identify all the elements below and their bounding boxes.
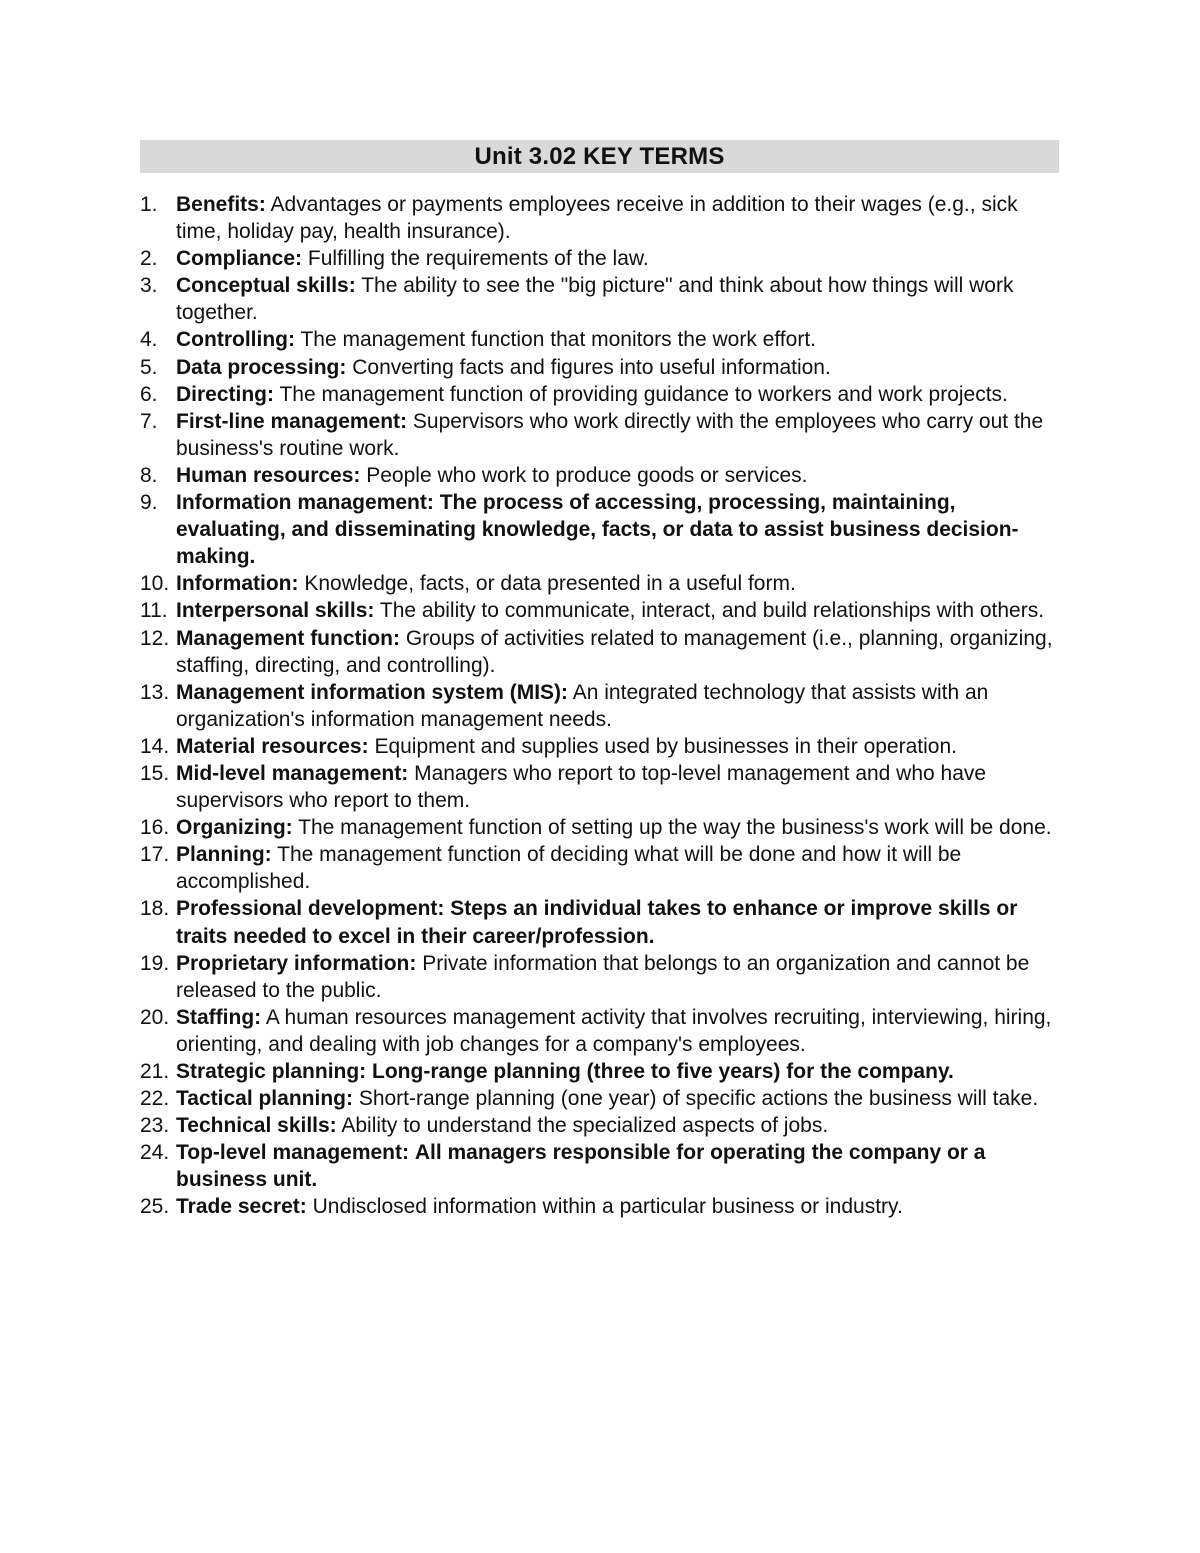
key-term-item <box>140 1193 1059 1220</box>
term-number: 14. <box>140 734 170 758</box>
term-definition: Steps an individual takes to enhance or improve skills or traits needed to excel in their career/profession. <box>176 897 1018 948</box>
term-name: Top-level management: <box>176 1141 409 1165</box>
term-name: Benefits: <box>176 193 266 216</box>
term-definition: A human resources management activity that involves recruiting, interviewing, hiring, orienting, and dealing with job changes for a company's employees. <box>176 1005 1052 1056</box>
term-number: 17. <box>140 843 170 867</box>
key-terms-list <box>140 191 1059 1221</box>
key-term-item <box>140 381 1059 408</box>
key-term-item <box>140 326 1059 353</box>
term-definition: Supervisors who work directly with the employees who carry out the business's routine work. <box>176 409 1044 460</box>
term-number: 5. <box>140 355 158 379</box>
key-term-item <box>140 679 1059 733</box>
term-name: Human resources: <box>176 463 361 487</box>
key-term-item <box>140 1085 1059 1112</box>
term-definition: Knowledge, facts, or data presented in a useful form. <box>304 572 796 596</box>
term-number: 9. <box>140 491 158 515</box>
term-name: Controlling: <box>176 328 295 352</box>
term-name: Information: <box>176 572 299 596</box>
term-number: 3. <box>140 274 158 298</box>
term-number: 24. <box>140 1141 170 1165</box>
key-term-item <box>140 597 1059 624</box>
key-term-item <box>140 1139 1059 1193</box>
term-number: 22. <box>140 1087 170 1111</box>
term-definition: All managers responsible for operating the company or a business unit. <box>176 1141 986 1192</box>
key-term-item <box>140 950 1059 1004</box>
term-number: 13. <box>140 680 170 704</box>
term-name: Tactical planning: <box>176 1087 353 1111</box>
term-name: Management information system (MIS): <box>176 680 569 704</box>
term-definition: Long-range planning (three to five years) for the company. <box>372 1060 954 1083</box>
term-number: 20. <box>140 1005 170 1029</box>
term-number: 16. <box>140 816 170 840</box>
term-name: Interpersonal skills: <box>176 599 375 623</box>
key-term-item <box>140 1004 1059 1058</box>
term-name: Proprietary information: <box>176 951 417 975</box>
term-definition: Undisclosed information within a particular business or industry. <box>312 1195 903 1219</box>
key-term-item <box>140 760 1059 814</box>
term-definition: The management function that monitors the work effort. <box>300 328 816 352</box>
term-number: 18. <box>140 897 170 921</box>
term-definition: Managers who report to top-level management and who have supervisors who report to them. <box>176 761 987 813</box>
term-number: 25. <box>140 1195 170 1219</box>
term-name: Mid-level management: <box>176 761 409 785</box>
term-name: Staffing: <box>176 1005 262 1029</box>
term-definition: Converting facts and figures into useful information. <box>352 355 831 379</box>
term-name: Planning: <box>176 843 272 867</box>
key-term-item <box>140 272 1059 326</box>
key-term-item <box>140 191 1059 245</box>
term-number: 19. <box>140 951 170 975</box>
term-name: Organizing: <box>176 816 293 840</box>
term-definition: The management function of providing guidance to workers and work projects. <box>279 382 1008 406</box>
key-term-item <box>140 733 1059 760</box>
page-title: Unit 3.02 KEY TERMS <box>140 140 1059 173</box>
term-definition: The management function of setting up the way the business's work will be done. <box>298 816 1052 840</box>
term-definition: Ability to understand the specialized aspects of jobs. <box>341 1114 829 1138</box>
term-number: 8. <box>140 463 158 487</box>
term-definition: The ability to see the "big picture" and think about how things will work together. <box>176 274 1014 325</box>
key-term-item <box>140 354 1059 381</box>
term-definition: Advantages or payments employees receive in addition to their wages (e.g., sick time, holiday pay, health insurance). <box>176 193 1018 244</box>
key-term-item <box>140 625 1059 679</box>
document-page <box>140 140 1059 1221</box>
key-term-item <box>140 489 1059 570</box>
term-name: Material resources: <box>176 734 369 758</box>
key-term-item <box>140 570 1059 597</box>
key-term-item <box>140 814 1059 841</box>
term-name: Professional development: <box>176 897 445 921</box>
key-term-item <box>140 1112 1059 1139</box>
term-number: 11. <box>140 599 168 623</box>
term-definition: Fulfilling the requirements of the law. <box>307 247 649 271</box>
term-name: Compliance: <box>176 247 303 271</box>
term-name: Technical skills: <box>176 1114 337 1138</box>
term-definition: Private information that belongs to an organization and cannot be released to the public. <box>176 951 1030 1002</box>
term-definition: The ability to communicate, interact, and build relationships with others. <box>379 599 1045 623</box>
term-name: First-line management: <box>176 409 408 433</box>
key-term-item <box>140 895 1059 949</box>
term-name: Conceptual skills: <box>176 274 356 298</box>
term-number: 7. <box>140 409 158 433</box>
term-number: 1. <box>140 193 158 216</box>
term-name: Directing: <box>176 382 275 406</box>
term-number: 21. <box>140 1060 170 1083</box>
term-definition: People who work to produce goods or services. <box>366 463 808 487</box>
term-number: 15. <box>140 761 170 785</box>
term-name: Data processing: <box>176 355 347 379</box>
term-definition: Groups of activities related to management (i.e., planning, organizing, staffing, directing, and controlling). <box>176 626 1053 677</box>
term-name: Information management: <box>176 491 434 515</box>
term-definition: The management function of deciding what will be done and how it will be accomplished. <box>176 843 962 894</box>
term-name: Management function: <box>176 626 400 650</box>
term-definition: An integrated technology that assists with an organization's information management needs. <box>176 680 989 731</box>
term-definition: The process of accessing, processing, maintaining, evaluating, and disseminating knowledge, facts, or data to assist business decision-making. <box>176 491 1019 569</box>
term-number: 23. <box>140 1114 170 1138</box>
term-number: 12. <box>140 626 170 650</box>
term-name: Strategic planning: <box>176 1060 367 1083</box>
term-name: Trade secret: <box>176 1195 307 1219</box>
key-term-item <box>140 245 1059 272</box>
term-number: 4. <box>140 328 158 352</box>
term-definition: Short-range planning (one year) of specific actions the business will take. <box>358 1087 1039 1111</box>
term-number: 6. <box>140 382 158 406</box>
term-number: 2. <box>140 247 158 271</box>
key-term-item <box>140 1058 1059 1085</box>
term-definition: Equipment and supplies used by businesses in their operation. <box>374 734 957 758</box>
key-term-item <box>140 462 1059 489</box>
key-term-item <box>140 408 1059 462</box>
key-term-item <box>140 841 1059 895</box>
term-number: 10. <box>140 572 170 596</box>
